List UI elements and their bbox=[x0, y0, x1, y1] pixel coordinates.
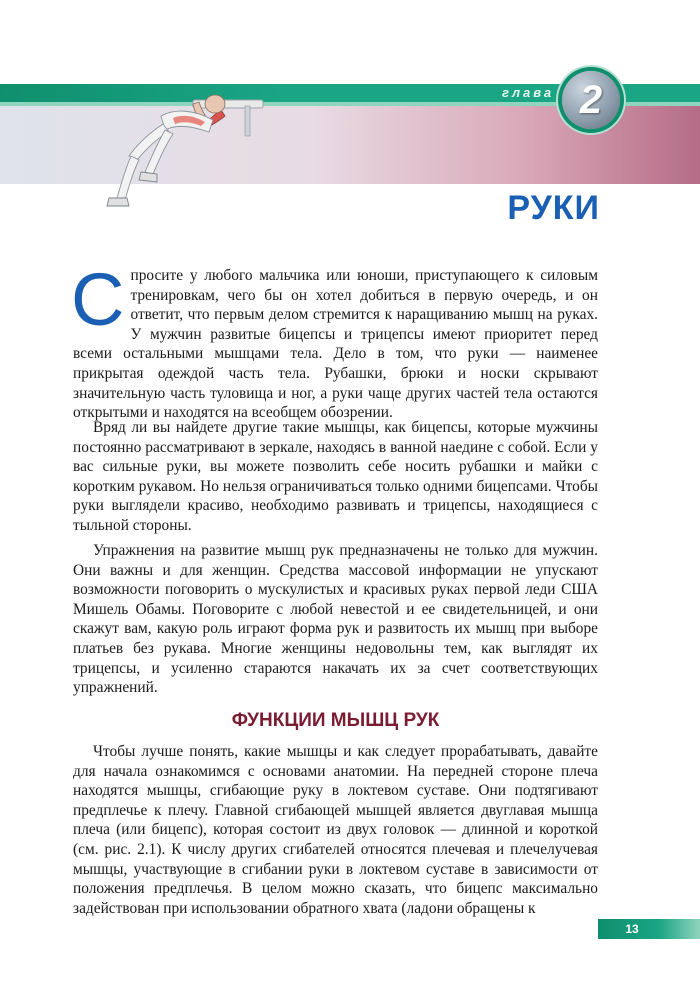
section-paragraph-1: Чтобы лучше понять, какие мышцы и как следует прорабатывать, давайте для начала ознакомимся с основами анатомии. На передней стороне плеча находятся мышцы, сгибающие руку в локтевом суставе. Они подтягивают предплечье к плечу. Главной сгибающей мышцей является двуглавая мышца плеча (или бицепс), которая состоит из двух головок — длинной и короткой (см. рис. 2.1). К числу других сгибателей относятся плечевая и плечелучевая мышцы, участвующие в сгибании руки в локтевом суставе в зависимости от положения предплечья. В целом можно сказать, что бицепс максимально задействован при использовании обратного хвата (ладони обращены к bbox=[73, 743, 598, 917]
page-title: РУКИ bbox=[507, 189, 600, 227]
page-number-bar bbox=[598, 919, 700, 939]
page-number: 13 bbox=[625, 922, 639, 936]
section-heading: ФУНКЦИИ МЫШЦ РУК bbox=[231, 710, 440, 731]
dropcap-letter: С bbox=[71, 258, 125, 341]
chapter-number-badge: 2 bbox=[562, 71, 620, 129]
intro-paragraph-1-text: просите у любого мальчика или юноши, приступающего к силовым тренировкам, чего бы он хотел добиться в первую очередь, и он ответит, что первым делом стремится к наращиванию мышц на руках. У мужчин развитые бицепсы и трицепсы имеют приоритет перед всеми остальными мышцами тела. Дело в том, что руки — наименее прикрытая одеждой часть тела. Рубашки, брюки и носки скрывают значительную часть туловища и ног, а руки чаще других частей тела остаются открытыми и находятся на всеобщем обозрении. bbox=[73, 267, 598, 422]
intro-paragraph-2: Вряд ли вы найдете другие такие мышцы, как бицепсы, которые мужчины постоянно рассматривают в зеркале, находясь в ванной наедине с собой. Если у вас сильные руки, вы можете позволить себе носить рубашки и майки с коротким рукавом. Но нельзя ограничиваться только одними бицепсами. Чтобы руки выглядели красиво, необходимо развивать и трицепсы, находящиеся с тыльной стороны. bbox=[73, 419, 598, 534]
chapter-label: глава bbox=[502, 85, 555, 100]
intro-paragraph-1 bbox=[71, 258, 598, 423]
intro-paragraph-3: Упражнения на развитие мышц рук предназначены не только для мужчин. Они важны и для женщин. Средства массовой информации не упускают возможности поговорить о мускулистых и красивых руках первой леди США Мишель Обамы. Поговорите с любой невестой и ее свидетельницей, и они скажут вам, какую роль играют форма рук и развитость их мышц при выборе платьев без рукава. Многие женщины недовольны тем, как выглядят их трицепсы, и усиленно стараются накачать их за счет соответствующих упражнений. bbox=[73, 542, 598, 697]
person-bench-dips-illustration bbox=[95, 80, 265, 215]
